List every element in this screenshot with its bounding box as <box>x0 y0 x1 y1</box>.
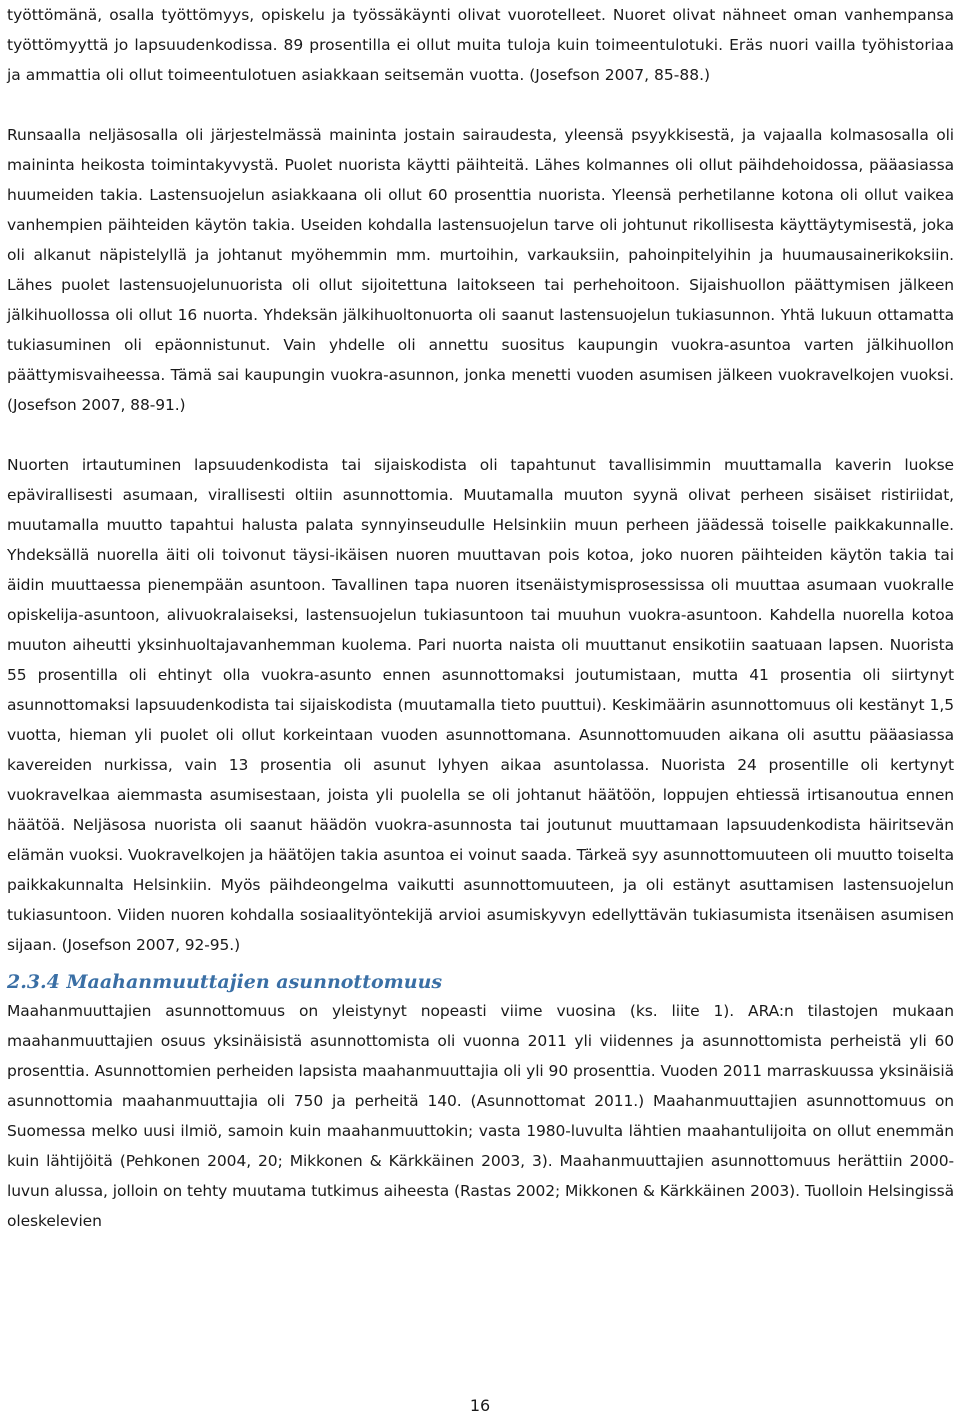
paragraph-josefson-health: Runsaalla neljäsosalla oli järjestelmässä maininta jostain sairaudesta, yleensä psyykkisestä, ja vajaalla kolmasosalla oli maininta heikosta toimintakyvystä. Puolet nuorista käytti päihteitä. Lähes kolmannes oli ollut päihdehoidossa, pääasiassa huumeiden takia. Lastensuojelun asiakkaana oli ollut 60 prosenttia nuorista. Yleensä perhetilanne kotona oli ollut vaikea vanhempien päihteiden käytön takia. Useiden kohdalla lastensuojelun tarve oli johtunut rikollisesta käyttäytymisestä, joka oli alkanut näpistelyllä ja johtanut myöhemmin mm. murtoihin, varkauksiin, pahoinpitelyihin ja huumausainerikoksiin. Lähes puolet lastensuojelunuorista oli ollut sijoitettuna laitokseen tai perhehoitoon. Sijaishuollon päättymisen jälkeen jälkihuollossa oli ollut 16 nuorta. Yhdeksän jälkihuoltonuorta oli saanut lastensuojelun tukiasunnon. Yhtä lukuun ottamatta tukiasuminen oli epäonnistunut. Vain yhdelle oli annettu suositus kaupungin vuokra-asuntoa varten jälkihuollon päättymisvaiheessa. Tämä sai kaupungin vuokra-asunnon, jonka menetti vuoden asumisen jälkeen vuokravelkojen vuoksi. (Josefson 2007, 88-91.) <box>7 126 954 414</box>
section-heading: 2.3.4 Maahanmuuttajien asunnottomuus <box>7 971 443 993</box>
paragraph-josefson-employment: työttömänä, osalla työttömyys, opiskelu ja työssäkäynti olivat vuorotelleet. Nuoret olivat nähneet oman vanhempansa työttömyyttä jo lapsuudenkodissa. 89 prosentilla ei ollut muita tuloja kuin toimeentulotuki. Eräs nuori vailla työhistoriaa ja ammattia oli ollut toimeentulotuen asiakkaan seitsemän vuotta. (Josefson 2007, 85-88.) <box>7 6 954 84</box>
paragraph-immigrant-homelessness: Maahanmuuttajien asunnottomuus on yleistynyt nopeasti viime vuosina (ks. liite 1). ARA:n tilastojen mukaan maahanmuuttajien osuus yksinäisistä asunnottomista oli vuonna 2011 yli viidennes ja asunnottomista perheistä yli 60 prosenttia. Asunnottomien perheiden lapsista maahanmuuttajia oli yli 90 prosenttia. Vuoden 2011 marraskuussa yksinäisiä asunnottomia maahanmuuttajia oli 750 ja perheitä 140. (Asunnottomat 2011.) Maahanmuuttajien asunnottomuus on Suomessa melko uusi ilmiö, samoin kuin maahanmuuttokin; vasta 1980-luvulta lähtien maahantulijoita on ollut enemmän kuin lähtijöitä (Pehkonen 2004, 20; Mikkonen & Kärkkäinen 2003, 3). Maahanmuuttajien asunnottomuus herättiin 2000-luvun alussa, jolloin on tehty muutama tutkimus aiheesta (Rastas 2002; Mikkonen & Kärkkäinen 2003). Tuolloin Helsingissä oleskelevien <box>7 1002 954 1230</box>
page-number: 16 <box>469 1396 491 1415</box>
paragraph-josefson-housing: Nuorten irtautuminen lapsuudenkodista tai sijaiskodista oli tapahtunut tavallisimmin muuttamalla kaverin luokse epävirallisesti asumaan, virallisesti oltiin asunnottomia. Muutamalla muuton syynä olivat perheen sisäiset ristiriidat, muutamalla muutto tapahtui halusta palata synnyinseudulle Helsinkiin muun perheen jäädessä toiselle paikkakunnalle. Yhdeksällä nuorella äiti oli toivonut täysi-ikäisen nuoren muuttavan pois kotoa, joko nuoren päihteiden käytön takia tai äidin muuttaessa pienempään asuntoon. Tavallinen tapa nuoren itsenäistymisprosessissa oli muuttaa asumaan vuokralle opiskelija-asuntoon, alivuokralaiseksi, lastensuojelun tukiasuntoon tai muuhun vuokra-asuntoon. Kahdella nuorella kotoa muuton aiheutti yksinhuoltajavanhemman kuolema. Pari nuorta naista oli muuttanut ensikotiin saatuaan lapsen. Nuorista 55 prosentilla oli ehtinyt olla vuokra-asunto ennen asunnottomaksi joutumistaan, mutta 41 prosentia oli siirtynyt asunnottomaksi lapsuudenkodista tai sijaiskodista (muutamalla tieto puuttui). Keskimäärin asunnottomuus oli kestänyt 1,5 vuotta, hieman yli puolet oli ollut korkeintaan vuoden asunnottomana. Asunnottomuuden aikana oli asuttu pääasiassa kavereiden nurkissa, vain 13 prosentia oli asunut lyhyen aikaa asuntolassa. Nuorista 24 prosentille oli kertynyt vuokravelkaa aiemmasta asumisestaan, joista yli puolella se oli johtanut häätöön, loppujen ehtiessä irtisanoutua ennen häätöä. Neljäsosa nuorista oli saanut häädön vuokra-asunnosta tai joutunut muuttamaan lapsuudenkodista häiritsevän elämän vuoksi. Vuokravelkojen ja häätöjen takia asuntoa ei voinut saada. Tärkeä syy asunnottomuuteen oli muutto toiselta paikkakunnalta Helsinkiin. Myös päihdeongelma vaikutti asunnottomuuteen, ja oli estänyt asuttamisen lastensuojelun tukiasuntoon. Viiden nuoren kohdalla sosiaalityöntekijä arvioi asumiskyvyn edellyttävän tukiasumista itsenäisen asumisen sijaan. (Josefson 2007, 92-95.) <box>7 456 954 954</box>
